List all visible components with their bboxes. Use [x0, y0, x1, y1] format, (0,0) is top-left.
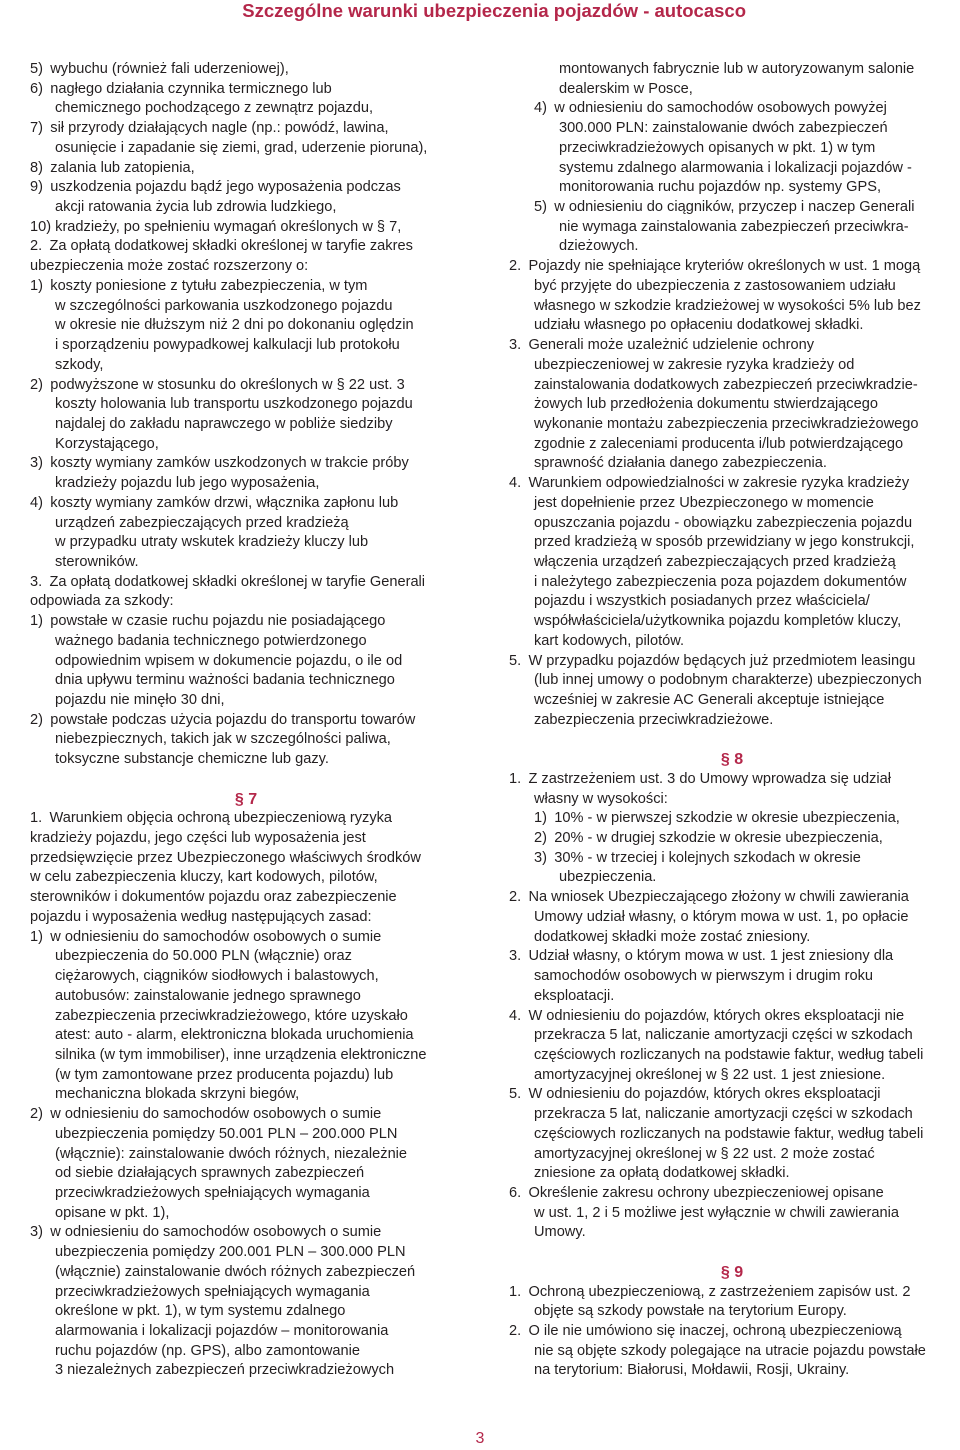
text-line: w szczególności parkowania uszkodzonego pojazdu [55, 297, 393, 314]
text-line: i sporządzeniu powypadkowej kalkulacji lub protokołu [55, 337, 400, 354]
text-line: zabezpieczenia przeciwkradzieżowego, które uzyskało [55, 1007, 408, 1024]
text-line: 2. O ile nie umówiono się inaczej, ochroną ubezpieczeniową [509, 1323, 902, 1339]
section-heading: § 9 [720, 1263, 744, 1281]
text-line: 1) koszty poniesione z tytułu zabezpieczenia, w tym [30, 277, 368, 294]
text-line: pojazdu i wyposażenia według następujących zasad: [30, 908, 372, 925]
text-line: udziału własnego po opłaceniu dodatkowej składki. [534, 317, 864, 334]
text-line: 2) podwyższone w stosunku do określonych w § 22 ust. 3 [30, 376, 405, 393]
text-line: zabezpieczenia przeciwkradzieżowe. [534, 711, 774, 728]
text-line: 2) 20% - w drugiej szkodzie w okresie ubezpieczenia, [534, 830, 883, 847]
text-line: nie są objęte szkody polegające na utracie pojazdu powstałe [534, 1342, 926, 1359]
text-line: kart kodowych, pilotów. [534, 632, 685, 649]
text-line: określone w pkt. 1), w tym systemu zdalnego [55, 1303, 346, 1320]
text-line: ważnego badania technicznego potwierdzonego [55, 632, 367, 649]
text-line: Umowy udział własny, o którym mowa w ust. 1, po opłacie [534, 908, 909, 925]
text-line: urządzeń zabezpieczających przed kradzieżą [55, 514, 349, 531]
text-line: na terytorium: Białorusi, Mołdawii, Rosji, Ukrainy. [534, 1362, 850, 1379]
text-line: wcześniej w zakresie AC Generali akceptuje istniejące [534, 692, 885, 708]
text-line: przekracza 5 lat, naliczanie amortyzacji części w szkodach [534, 1106, 913, 1123]
text-line: akcji ratowania życia lub zdrowia ludzkiego, [55, 199, 337, 216]
text-line: 1) w odniesieniu do samochodów osobowych o sumie [30, 928, 382, 945]
text-line: alarmowania i lokalizacji pojazdów – monitorowania [55, 1323, 389, 1339]
text-line: 8) zalania lub zatopienia, [30, 159, 195, 176]
blank-line [30, 770, 462, 790]
page-number: 3 [475, 1430, 485, 1447]
text-line: 5. W odniesieniu do pojazdów, których okres eksploatacji [509, 1086, 881, 1103]
text-line: przekracza 5 lat, naliczanie amortyzacji części w szkodach [534, 1027, 913, 1044]
text-line: amortyzacyjnej określonej w § 22 ust. 2 może zostać [534, 1145, 875, 1162]
text-line: zainstalowania dodatkowych zabezpieczeń przeciwkradzie- [534, 376, 918, 393]
text-line: własnego w szkodzie kradzieżowej w wysokości 5% lub bez [534, 297, 921, 314]
text-line: w okresie nie dłuższym niż 2 dni po dokonaniu oględzin [55, 317, 414, 334]
text-line: 2. Na wniosek Ubezpieczającego złożony w chwili zawierania [509, 889, 909, 906]
text-line: 1. Z zastrzeżeniem ust. 3 do Umowy wprowadza się udział [509, 770, 892, 787]
text-line: 7) sił przyrody działających nagle (np.: powódź, lawina, [30, 120, 389, 137]
text-line: toksyczne substancje chemiczne lub gazy. [55, 751, 329, 768]
text-line: 2) w odniesieniu do samochodów osobowych o sumie [30, 1106, 382, 1123]
text-line: przeciwkradzieżowych opisanych w pkt. 1) w tym [559, 139, 876, 156]
text-line: 3. Generali może uzależnić udzielenie ochrony [509, 337, 815, 354]
text-line: (włącznie): zainstalowanie dwóch różnych, niezależnie [55, 1145, 408, 1162]
text-line: ruchu pojazdów (np. GPS), albo zamontowanie [55, 1342, 361, 1359]
text-line: własny w wysokości: [534, 790, 668, 807]
text-line: sprawność działania danego zabezpieczenia. [534, 455, 827, 472]
text-line: wykonanie montażu zabezpieczenia przeciwkradzieżowego [534, 415, 919, 432]
section-heading: § 8 [720, 751, 744, 769]
right-text-column [509, 60, 955, 1381]
text-line: sterowników. [55, 553, 139, 570]
text-line: od siebie działających sprawnych zabezpieczeń [55, 1165, 365, 1182]
text-line: kradzieży pojazdu, jego części lub wyposażenia jest [30, 830, 366, 847]
text-line: 4. W odniesieniu do pojazdów, których okres eksploatacji nie [509, 1007, 905, 1024]
text-line: (lub innej umowy o podobnym charakterze) ubezpieczonych [534, 672, 922, 689]
text-line: ubezpieczenia. [559, 869, 657, 886]
text-line: Korzystającego, [55, 435, 159, 452]
text-line: osunięcie i zapadanie się ziemi, grad, uderzenie pioruna), [55, 139, 428, 156]
text-line: odpowiednim wpisem w dokumencie pojazdu, o ile od [55, 652, 403, 669]
text-line: amortyzacyjnej określonej w § 22 ust. 1 jest zniesione. [534, 1066, 886, 1083]
text-line: przeciwkradzieżowych spełniających wymagania [55, 1283, 370, 1300]
text-line: eksploatacji. [534, 987, 615, 1004]
text-line: ciężarowych, ciągników siodłowych i balastowych, [55, 968, 379, 985]
text-line: dodatkowej składki może zostać zniesiony. [534, 928, 811, 945]
text-line: pojazdu i wszystkich posiadanych przez właściciela/ [534, 593, 870, 610]
text-line: zgodnie z zaleceniami producenta i/lub potwierdzającego [534, 435, 904, 452]
text-line: 6. Określenie zakresu ochrony ubezpieczeniowej opisane [509, 1184, 884, 1201]
text-line: być przyjęte do ubezpieczenia z zastosowaniem udziału [534, 277, 896, 294]
text-line: systemu zdalnego alarmowania i lokalizacji pojazdów - [559, 159, 912, 176]
text-line: 3) 30% - w trzeciej i kolejnych szkodach w okresie [534, 849, 861, 866]
text-line: 4. Warunkiem odpowiedzialności w zakresie ryzyka kradzieży [509, 475, 910, 492]
text-line: 1) powstałe w czasie ruchu pojazdu nie posiadającego [30, 613, 386, 630]
text-line: ubezpieczeniowej w zakresie ryzyka kradzieży od [534, 356, 855, 373]
text-line: 2) powstałe podczas użycia pojazdu do transportu towarów [30, 711, 416, 728]
text-line: 5) wybuchu (również fali uderzeniowej), [30, 61, 289, 77]
text-line: częściowych rozliczanych na podstawie faktur, według tabeli [534, 1125, 924, 1142]
text-line: 5) w odniesieniu do ciągników, przyczep i naczep Generali [534, 199, 915, 216]
text-line: i należytego zabezpieczenia poza pojazdem dokumentów [534, 573, 907, 590]
text-line: przeciwkradzieżowych spełniających wymagania [55, 1184, 370, 1201]
text-line: ubezpieczenia może zostać rozszerzony o: [30, 258, 309, 275]
text-line: jest dopełnienie przez Ubezpieczonego w momencie [534, 494, 874, 511]
text-line: częściowych rozliczanych na podstawie faktur, według tabeli [534, 1046, 924, 1063]
text-line: autobusów: zainstalowanie jednego sprawnego [55, 987, 361, 1004]
text-line: 6) nagłego działania czynnika termicznego lub [30, 80, 332, 97]
text-line: 5. W przypadku pojazdów będących już przedmiotem leasingu [509, 652, 916, 669]
text-line: monitorowania ruchu pojazdów np. systemy GPS, [559, 179, 882, 196]
text-line: w przypadku utraty wskutek kradzieży kluczy lub [55, 534, 369, 551]
text-line: 4) koszty wymiany zamków drzwi, włącznika zapłonu lub [30, 494, 399, 511]
text-line: sterowników i dokumentów pojazdu oraz zabezpieczenie [30, 889, 397, 906]
text-line: żowych lub przedłożenia dokumentu stwierdzającego [534, 396, 878, 413]
text-line: 1) 10% - w pierwszej szkodzie w okresie ubezpieczenia, [534, 810, 900, 827]
text-line: niebezpiecznych, takich jak w szczególności paliwa, [55, 731, 391, 748]
text-line: dnia upływu terminu ważności badania technicznego [55, 672, 395, 689]
text-line: szkody, [55, 356, 104, 373]
text-line: opuszczania pojazdu - obowiązku zabezpieczenia pojazdu [534, 514, 913, 531]
text-line: chemicznego pochodzącego z zewnątrz pojazdu, [55, 100, 374, 117]
text-line: 3. Za opłatą dodatkowej składki określonej w taryfie Generali [30, 573, 426, 590]
text-line: 10) kradzieży, po spełnieniu wymagań określonych w § 7, [30, 218, 402, 235]
text-line: kradzieży pojazdu lub jego wyposażenia, [55, 475, 320, 492]
text-line: współwłaściciela/użytkownika pojazdu kompletów kluczy, [534, 613, 902, 630]
text-line: 9) uszkodzenia pojazdu bądź jego wyposażenia podczas [30, 179, 401, 196]
text-line: 3) koszty wymiany zamków uszkodzonych w trakcie próby [30, 455, 409, 472]
text-line: 2. Pojazdy nie spełniające kryteriów określonych w ust. 1 mogą [509, 258, 921, 275]
section-heading: § 7 [234, 790, 258, 808]
text-line: montowanych fabrycznie lub w autoryzowanym salonie [559, 61, 915, 77]
text-line: zniesione za opłatą dodatkowej składki. [534, 1165, 790, 1182]
text-line: 300.000 PLN: zainstalowanie dwóch zabezpieczeń [559, 120, 888, 137]
text-line: ubezpieczenia do 50.000 PLN (włącznie) oraz [55, 948, 352, 965]
text-line: 3) w odniesieniu do samochodów osobowych o sumie [30, 1224, 382, 1241]
text-line: ubezpieczenia pomiędzy 200.001 PLN – 300.000 PLN [55, 1244, 406, 1261]
text-line: ubezpieczenia pomiędzy 50.001 PLN – 200.000 PLN [55, 1125, 398, 1142]
text-line: nie wymaga zainstalowania zabezpieczeń przeciwkra- [559, 218, 909, 235]
text-line: (włącznie) zainstalowanie dwóch różnych zabezpieczeń [55, 1263, 416, 1280]
text-line: włączenia urządzeń zabezpieczających przed kradzieżą [534, 553, 896, 570]
text-line: 2. Za opłatą dodatkowej składki określonej w taryfie zakres [30, 238, 413, 255]
text-line: opisane w pkt. 1), [55, 1204, 170, 1221]
text-line: atest: auto - alarm, elektroniczna blokada uruchomienia [55, 1027, 414, 1044]
text-line: dzieżowych. [559, 238, 639, 255]
blank-line [509, 1243, 955, 1263]
text-line: 3. Udział własny, o którym mowa w ust. 1 jest zniesiony dla [509, 948, 894, 965]
text-line: w celu zabezpieczenia kluczy, kart kodowych, pilotów, [30, 869, 378, 886]
text-line: silnika (w tym immobiliser), inne urządzenia elektroniczne [55, 1046, 427, 1063]
text-line: najdalej do zakładu naprawczego w pobliże siedziby [55, 415, 393, 432]
left-text-column [30, 60, 462, 1381]
text-line: koszty holowania lub transportu uszkodzonego pojazdu [55, 396, 413, 413]
blank-line [509, 730, 955, 750]
text-line: dealerskim w Posce, [559, 80, 693, 97]
text-line: przed kradzieżą w sposób przewidziany w jego konstrukcji, [534, 534, 915, 551]
text-line: pojazdu nie minęło 30 dni, [55, 692, 225, 708]
text-line: 4) w odniesieniu do samochodów osobowych powyżej [534, 100, 887, 117]
text-line: w ust. 1, 2 i 5 możliwe jest wyłącznie w chwili zawierania [534, 1204, 899, 1221]
text-line: objęte są szkody powstałe na terytorium Europy. [534, 1303, 847, 1320]
document-header-title: Szczególne warunki ubezpieczenia pojazdów - autocasco [242, 0, 746, 21]
text-line: mechaniczna blokada skrzyni biegów, [55, 1086, 300, 1103]
text-line: samochodów osobowych w pierwszym i drugim roku [534, 968, 874, 985]
text-line: odpowiada za szkody: [30, 593, 174, 610]
text-line: 3 niezależnych zabezpieczeń przeciwkradzieżowych [55, 1362, 395, 1379]
text-line: Umowy. [534, 1224, 586, 1241]
text-line: przedsięwzięcie przez Ubezpieczonego właściwych środków [30, 849, 421, 866]
text-line: 1. Warunkiem objęcia ochroną ubezpieczeniową ryzyka [30, 810, 393, 827]
text-line: (w tym zamontowane przez producenta pojazdu) lub [55, 1066, 394, 1083]
text-line: 1. Ochroną ubezpieczeniową, z zastrzeżeniem zapisów ust. 2 [509, 1283, 911, 1300]
